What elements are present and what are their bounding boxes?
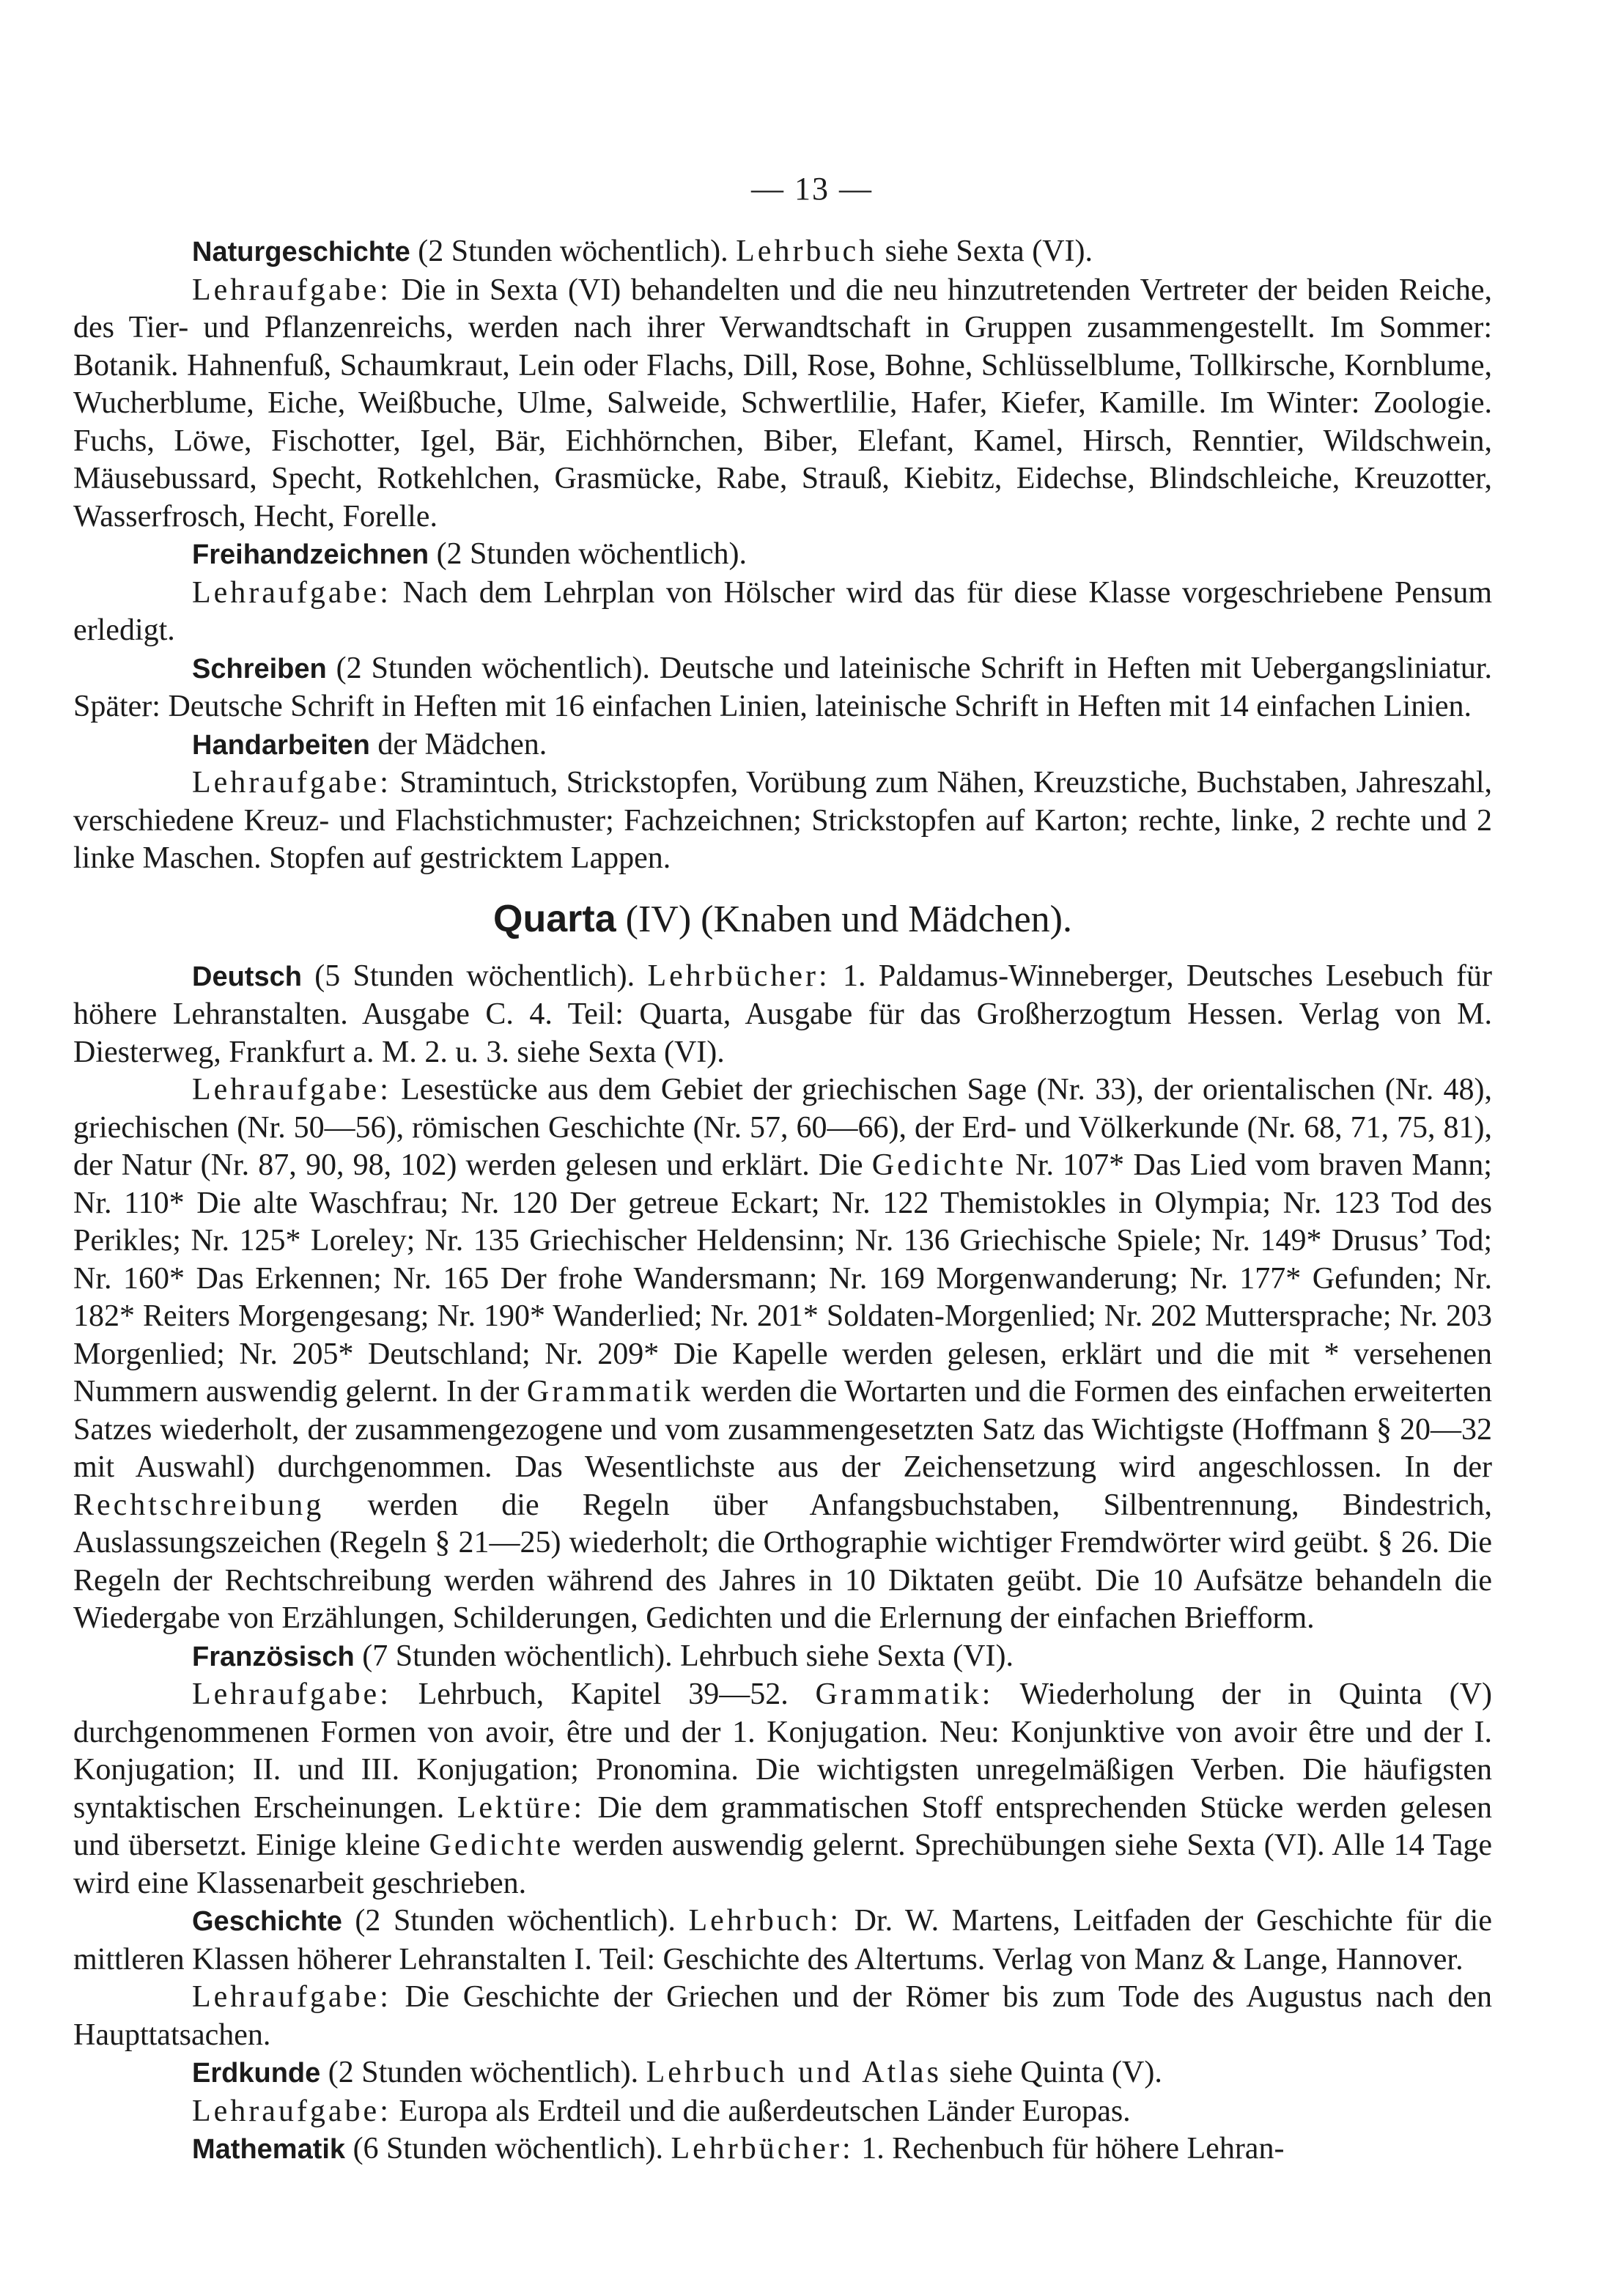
schreiben-text: (2 Stunden wöchentlich). Deutsche und lateinische Schrift in Heften mit Uebergangsliniatur. Später: Deutsche Schrift in Heften mit 16 einfachen Linien, lateinische Schrift in Heften mit 14 einfachen Linien. — [73, 651, 1492, 723]
deutsch-books-text: 1. Paldamus-Winneberger, Deutsches Lesebuch für höhere Lehranstalten. Ausgabe C. 4. Teil: Quarta, Ausgabe für das Großherzogtum Hessen. Verlag von M. Diesterweg, Frankfurt a. M. 2. u. 3. siehe Sexta (VI). — [73, 959, 1492, 1069]
franzoesisch-reading-label: Lektüre: — [457, 1790, 586, 1825]
erdkunde-book-label: Lehrbuch und Atlas — [646, 2056, 942, 2089]
handarbeiten-header — [73, 726, 1492, 765]
naturgeschichte-heading: Naturgeschichte — [192, 237, 410, 267]
naturgeschichte-task — [73, 272, 1492, 536]
naturgeschichte-task-text: Die in Sexta (VI) behandelten und die neu hinzutretenden Vertreter der beiden Reiche, des Tier- und Pflanzenreichs, werden nach ihrer Verwandtschaft in Gruppen zusammengestellt. Im Sommer: Botanik. Hahnenfuß, Schaumkraut, Lein oder Flachs, Dill, Rose, Bohne, Schlüsselblume, Tollkirsche, Kornblume, Wucherblume, Eiche, Weißbuche, Ulme, Salweide, Schwertlilie, Hafer, Kiefer, Kamille. Im Winter: Zoologie. Fuchs, Löwe, Fischotter, Igel, Bär, Eichhörnchen, Biber, Elefant, Kamel, Hirsch, Renntier, Wildschwein, Mäusebussard, Specht, Rotkehlchen, Grasmücke, Rabe, Strauß, Kiebitz, Eidechse, Blindschleiche, Kreuzotter, Wasserfrosch, Hecht, Forelle. — [73, 273, 1492, 534]
geschichte-book-text: Dr. W. Martens, Leitfaden der Geschichte für die mittleren Klassen höherer Lehranstalten I. Teil: Geschichte des Altertums. Verlag von Manz & Lange, Hannover. — [73, 1904, 1492, 1976]
handarbeiten-heading: Handarbeiten — [192, 729, 370, 761]
schreiben-paragraph — [73, 650, 1492, 726]
deutsch-poems-label: Gedichte — [871, 1148, 1007, 1182]
deutsch-heading: Deutsch — [192, 961, 302, 992]
deutsch-task-text-3: werden die Wortarten und die Formen des einfachen erweiterten Satzes wiederholt, der zusammengezogene und vom zusammengesetzten Satz das Wichtigste (Hoffmann § 20—32 mit Auswahl) durchgenommen. Das Wesentlichste aus der Zeichensetzung wird angeschlossen. In der — [73, 1375, 1492, 1484]
franzoesisch-heading: Französisch — [192, 1641, 355, 1672]
franzoesisch-header — [73, 1638, 1492, 1677]
handarbeiten-task-label: Lehraufgabe: — [192, 766, 391, 800]
franzoesisch-task-text-1: Lehrbuch, Kapitel 39—52. — [391, 1677, 816, 1711]
deutsch-task-text-1: Lesestücke aus dem Gebiet der griechischen Sage (Nr. 33), der orientalischen (Nr. 48), griechischen (Nr. 50—56), römischen Geschichte (Nr. 57, 60—66), der Erd- und Völkerkunde (Nr. 68, 71, 75, 81), der Natur (Nr. 87, 90, 98, 102) werden gelesen und erklärt. Die — [73, 1073, 1492, 1182]
mathematik-books-text: 1. Rechenbuch für höhere Lehran- — [853, 2132, 1285, 2166]
deutsch-header — [73, 958, 1492, 1072]
freihandzeichnen-task — [73, 575, 1492, 650]
deutsch-task-text-2: Nr. 107* Das Lied vom braven Mann; Nr. 110* Die alte Waschfrau; Nr. 120 Der getreue Eckart; Nr. 122 Themistokles in Olympia; Nr. 123 Tod des Perikles; Nr. 125* Loreley; Nr. 135 Griechischer Heldensinn; Nr. 136 Griechische Spiele; Nr. 149* Drusus’ Tod; Nr. 160* Das Erkennen; Nr. 165 Der frohe Wandersmann; Nr. 169 Morgenwanderung; Nr. 177* Gefunden; Nr. 182* Reiters Morgengesang; Nr. 190* Wanderlied; Nr. 201* Soldaten-Morgenlied; Nr. 202 Muttersprache; Nr. 203 Morgenlied; Nr. 205* Deutschland; Nr. 209* Die Kapelle werden gelesen, erklärt und die mit * versehenen Nummern auswendig gelernt. In der — [73, 1148, 1492, 1409]
deutsch-spelling-label: Rechtschreibung — [73, 1488, 325, 1522]
deutsch-info: (5 Stunden wöchentlich). — [301, 959, 648, 993]
mathematik-header — [73, 2130, 1492, 2169]
page-number: — 13 — — [751, 171, 873, 207]
geschichte-task-text: Die Geschichte der Griechen und der Römer bis zum Tode des Augustus nach den Haupttatsachen. — [73, 1980, 1492, 2052]
franzoesisch-task-text-2: Wiederholung der in Quinta (V) durchgenommenen Formen von avoir, être und der 1. Konjugation. Neu: Konjunktive von avoir être und der I. Konjugation; II. und III. Konjugation; Pronomina. Die wichtigsten unregelmäßigen Verben. Die häufigsten syntaktischen Erscheinungen. — [73, 1677, 1492, 1825]
mathematik-info: (6 Stunden wöchentlich). — [345, 2132, 671, 2166]
franzoesisch-info: (7 Stunden wöchentlich). Lehrbuch siehe Sexta (VI). — [354, 1639, 1014, 1673]
deutsch-task-label: Lehraufgabe: — [192, 1073, 391, 1107]
mathematik-heading: Mathematik — [192, 2134, 346, 2165]
freihandzeichnen-task-label: Lehraufgabe: — [192, 575, 391, 610]
body-text — [73, 233, 1492, 2169]
geschichte-book-label: Lehrbuch: — [688, 1904, 842, 1938]
section-title-rest: (IV) (Knaben und Mädchen). — [616, 898, 1072, 940]
freihandzeichnen-heading: Freihandzeichnen — [192, 539, 429, 570]
deutsch-task-text-4: werden die Regeln über Anfangsbuchstaben, Silbentrennung, Bindestrich, Auslassungszeichen (Regeln § 21—25) wiederholt; die Orthographie wichtiger Fremdwörter wird geübt. § 26. Die Regeln der Rechtschreibung werden während des Jahres in 10 Diktaten geübt. Die 10 Aufsätze behandeln die Wiedergabe von Erzählungen, Schilderungen, Gedichten und die Erlernung der einfachen Briefform. — [73, 1488, 1492, 1635]
franzoesisch-task-label: Lehraufgabe: — [192, 1677, 391, 1711]
franzoesisch-task-text-4: werden auswendig gelernt. Sprechübungen siehe Sexta (VI). Alle 14 Tage wird eine Klassenarbeit geschrieben. — [73, 1828, 1492, 1900]
geschichte-task-label: Lehraufgabe: — [192, 1980, 391, 2014]
naturgeschichte-book-label: Lehrbuch — [736, 235, 878, 268]
naturgeschichte-header — [73, 233, 1492, 272]
deutsch-task — [73, 1071, 1492, 1638]
naturgeschichte-task-label: Lehraufgabe: — [192, 273, 391, 307]
geschichte-info: (2 Stunden wöchentlich). — [342, 1904, 689, 1938]
erdkunde-task-label: Lehraufgabe: — [192, 2094, 391, 2128]
franzoesisch-task — [73, 1676, 1492, 1902]
handarbeiten-task-text: Stramintuch, Strickstopfen, Vorübung zum Nähen, Kreuzstiche, Buchstaben, Jahreszahl, verschiedene Kreuz- und Flachstichmuster; Fachzeichnen; Strickstopfen auf Karton; rechte, linke, 2 rechte und 2 linke Maschen. Stopfen auf gestricktem Lappen. — [73, 766, 1492, 875]
deutsch-books-label: Lehrbücher: — [647, 959, 830, 993]
geschichte-header — [73, 1902, 1492, 1979]
naturgeschichte-info: (2 Stunden wöchentlich). — [410, 235, 737, 268]
erdkunde-book-text: siehe Quinta (V). — [941, 2056, 1162, 2089]
handarbeiten-info: der Mädchen. — [369, 727, 547, 761]
geschichte-task — [73, 1979, 1492, 2054]
deutsch-grammar-label: Grammatik — [526, 1375, 694, 1409]
freihandzeichnen-header — [73, 536, 1492, 575]
handarbeiten-task — [73, 764, 1492, 878]
freihandzeichnen-info: (2 Stunden wöchentlich). — [429, 537, 747, 571]
franzoesisch-poems-label: Gedichte — [429, 1828, 564, 1862]
naturgeschichte-book-text: siehe Sexta (VI). — [877, 235, 1093, 268]
erdkunde-task-text: Europa als Erdteil und die außerdeutschen Länder Europas. — [391, 2094, 1131, 2128]
geschichte-heading: Geschichte — [192, 1906, 342, 1937]
mathematik-books-label: Lehrbücher: — [671, 2132, 854, 2166]
section-title-main: Quarta — [493, 897, 616, 940]
franzoesisch-task-text-3: Die dem grammatischen Stoff entsprechenden Stücke werden gelesen und übersetzt. Einige kleine — [73, 1790, 1493, 1862]
erdkunde-info: (2 Stunden wöchentlich). — [320, 2056, 646, 2089]
franzoesisch-grammar-label: Grammatik: — [815, 1677, 994, 1711]
erdkunde-task — [73, 2093, 1492, 2131]
erdkunde-heading: Erdkunde — [192, 2058, 321, 2089]
schreiben-heading: Schreiben — [192, 653, 327, 684]
section-title-quarta — [73, 897, 1492, 942]
erdkunde-header — [73, 2054, 1492, 2093]
freihandzeichnen-task-text: Nach dem Lehrplan von Hölscher wird das für diese Klasse vorgeschriebene Pensum erledigt. — [73, 575, 1492, 647]
